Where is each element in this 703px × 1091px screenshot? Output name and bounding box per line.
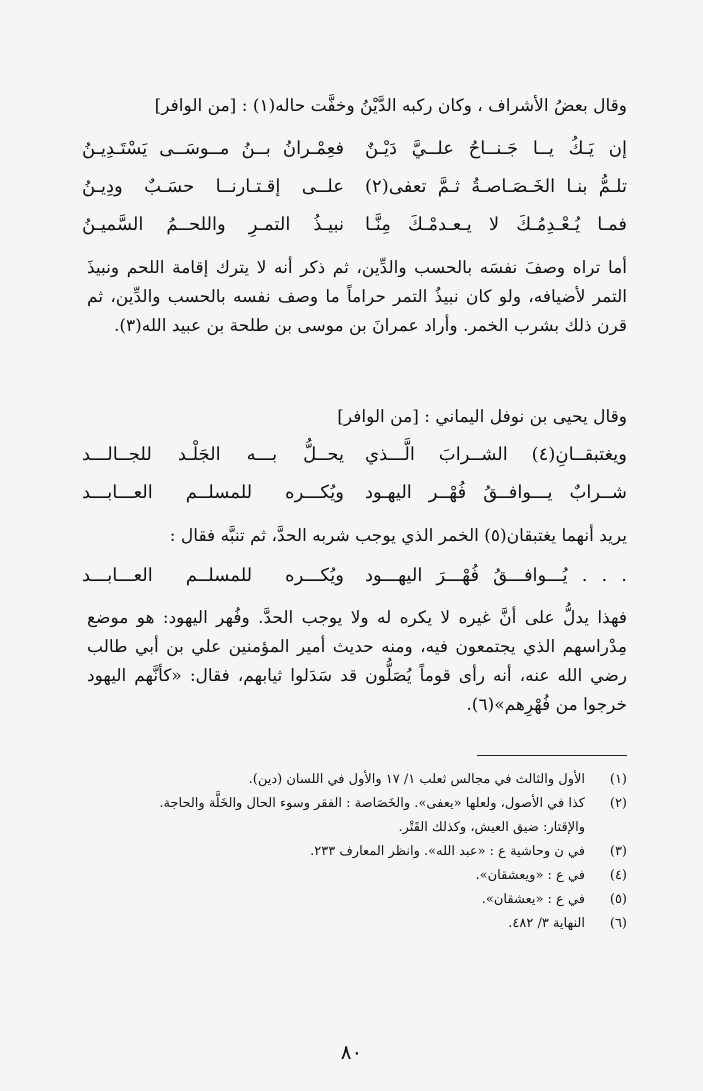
footnote bbox=[67, 864, 627, 888]
footnote-text: في ع : «ويعشقان». bbox=[475, 868, 585, 883]
verse-line bbox=[82, 168, 627, 206]
verse-first-hemistich: فمـا يُـعْـدِمُـكَ لا يـعـدمْـكَ مِنَّـا bbox=[365, 214, 627, 235]
paragraph-1: أما تراه وصفَ نفسَه بالحسب والدِّين، ثم ذكر أنه لا يترك إقامة اللحم ونبيذَ التمر لأضيافه، ولو كان نبيذُ التمر حراماً ما وصف نفسه بالحسب والدِّين، ثم قرن ذلك بشرب الخمر. وأراد عمرانَ بن موسى بن طلحة بن عبيد الله(٣). bbox=[87, 258, 627, 336]
footnote bbox=[67, 840, 627, 864]
verse-second-hemistich: يحــلُّ بـــه الجَلْـد للجــالـــد bbox=[82, 444, 344, 465]
poem2 bbox=[82, 436, 627, 512]
page-number: ٨٠ bbox=[340, 1040, 363, 1064]
poem2-intro: وقال يحيى بن نوفل اليماني : [من الوافر] bbox=[337, 407, 627, 427]
verse-first-hemistich: . . . يُـــوافـــقُ فُهْـــرَ اليهـــود bbox=[365, 565, 627, 586]
footnote-number: (٤) bbox=[609, 868, 627, 883]
footnote-text: النهاية ٣/ ٤٨٢. bbox=[508, 916, 585, 931]
footnote-text bbox=[67, 792, 585, 840]
footnote bbox=[67, 912, 627, 936]
verse-second-hemistich: فعِمْـرانُ بــنُ مــوسَــى يَسْتَـدِيـنُ bbox=[82, 138, 344, 159]
footnote bbox=[67, 768, 627, 792]
footnote-number: (٦) bbox=[609, 916, 627, 931]
footnote-text: في ع : «يعشقان». bbox=[481, 892, 585, 907]
verse-line bbox=[82, 474, 627, 512]
footnote bbox=[67, 792, 627, 840]
verse-first-hemistich: إن يَـكُ يــا جَـنــاحُ علــيَّ دَيْـنٌ bbox=[365, 138, 627, 159]
verse-line bbox=[82, 206, 627, 244]
poem1-intro: وقال بعضُ الأشراف ، وكان ركبه الدَّيْنُ وخفَّت حاله(١) : [من الوافر] bbox=[154, 96, 627, 116]
verse-first-hemistich: شــرابٌ يـــوافــقُ فُهْــر اليهـود bbox=[365, 482, 627, 503]
verse-line bbox=[82, 130, 627, 168]
verse-second-hemistich: علــى إقـتـارنــا حسَـبٌ ودِيـنُ bbox=[82, 176, 344, 197]
footnote-text: الأول والثالث في مجالس ثعلب ١/ ١٧ والأول في اللسان (دين). bbox=[248, 772, 585, 787]
verse-second-hemistich: ويُكـــره للمسلــم العـــابـــد bbox=[82, 482, 344, 503]
footnote-text: في ن وحاشية ع : «عبد الله». وانظر المعارف ٢٣٣. bbox=[310, 844, 585, 859]
footnote-line: كذا في الأصول، ولعلها «يعفى». والخَصَاصة : الفقر وسوء الحال والخَلَّة والحاجة. bbox=[159, 796, 585, 811]
paragraph-2: يريد أنهما يغتبقان(٥) الخمر الذي يوجب شربه الحدَّ، ثم تنبَّه فقال : bbox=[169, 526, 627, 546]
footnote-separator bbox=[477, 755, 627, 756]
verse-first-hemistich: ويغتبقــانِ(٤) الشــرابَ الَّـــذي bbox=[365, 444, 627, 465]
paragraph-3: فهذا يدلُّ على أنَّ غيره لا يكره له ولا يوجب الحدَّ. وفُهر اليهود: هو موضع مِدْراسهم الذي يجتمعون فيه، ومنه حديث أمير المؤمنين علي بن أبي طالب رضي الله عنه، أنه رأى قوماً يُصَلُّون قد سَدَلوا ثيابهم، فقال: «كأنَّهم اليهود خرجوا من فُهْرِهم»(٦). bbox=[87, 608, 627, 715]
verse-first-hemistich: تلـمُّ بنـا الخَـصَـاصـةُ ثـمَّ تعفى(٢) bbox=[365, 176, 627, 197]
footnote-number: (٣) bbox=[609, 844, 627, 859]
verse-line bbox=[82, 436, 627, 474]
verse-line bbox=[82, 557, 627, 595]
footnote-number: (١) bbox=[609, 772, 627, 787]
footnote bbox=[67, 888, 627, 912]
poem1 bbox=[82, 130, 627, 244]
footnote-number: (٥) bbox=[609, 892, 627, 907]
footnotes bbox=[67, 768, 627, 936]
verse-second-hemistich: نبيـذُ التمـرِ واللحــمُ السَّميـنُ bbox=[82, 214, 344, 235]
verse-second-hemistich: ويُكـــره للمسلــم العـــابـــد bbox=[82, 565, 344, 586]
footnote-number: (٢) bbox=[609, 796, 627, 811]
verse-3 bbox=[82, 557, 627, 595]
footnote-line: والإقتار: ضيق العيش، وكذلك القَتْر. bbox=[398, 820, 585, 835]
